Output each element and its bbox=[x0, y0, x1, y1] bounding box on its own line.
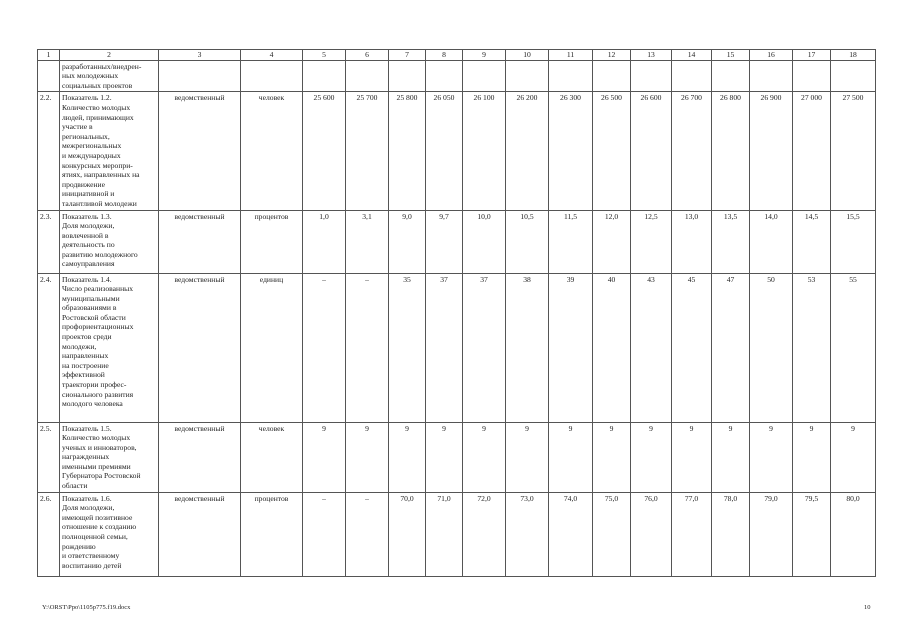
unit: человек bbox=[241, 422, 303, 492]
year-value bbox=[593, 60, 631, 92]
year-value: 11,5 bbox=[549, 210, 593, 273]
year-value: – bbox=[346, 273, 389, 422]
year-value bbox=[793, 60, 831, 92]
year-value: 14,5 bbox=[793, 210, 831, 273]
year-value: 9 bbox=[750, 422, 793, 492]
row-number: 2.6. bbox=[38, 492, 60, 576]
year-value bbox=[346, 60, 389, 92]
year-value: 77,0 bbox=[672, 492, 712, 576]
year-value: 26 600 bbox=[631, 92, 672, 210]
row-number bbox=[38, 60, 60, 92]
column-header-17: 17 bbox=[793, 50, 831, 61]
year-value: 71,0 bbox=[426, 492, 463, 576]
row-number: 2.2. bbox=[38, 92, 60, 210]
column-header-3: 3 bbox=[159, 50, 241, 61]
table-row bbox=[38, 210, 876, 273]
footer-page-number: 10 bbox=[864, 604, 871, 611]
table-body bbox=[38, 50, 876, 577]
year-value: 50 bbox=[750, 273, 793, 422]
column-header-8: 8 bbox=[426, 50, 463, 61]
year-value: 80,0 bbox=[831, 492, 876, 576]
year-value: 47 bbox=[712, 273, 750, 422]
column-header-7: 7 bbox=[389, 50, 426, 61]
year-value: 72,0 bbox=[463, 492, 506, 576]
column-header-11: 11 bbox=[549, 50, 593, 61]
year-value: 38 bbox=[506, 273, 549, 422]
data-source: ведомственный bbox=[159, 92, 241, 210]
year-value: 37 bbox=[426, 273, 463, 422]
year-value: 13,0 bbox=[672, 210, 712, 273]
year-value bbox=[631, 60, 672, 92]
column-header-9: 9 bbox=[463, 50, 506, 61]
year-value: 25 700 bbox=[346, 92, 389, 210]
year-value: 12,5 bbox=[631, 210, 672, 273]
column-header-6: 6 bbox=[346, 50, 389, 61]
year-value bbox=[672, 60, 712, 92]
year-value bbox=[831, 60, 876, 92]
year-value: 73,0 bbox=[506, 492, 549, 576]
year-value: 26 700 bbox=[672, 92, 712, 210]
year-value: 15,5 bbox=[831, 210, 876, 273]
year-value: – bbox=[303, 273, 346, 422]
year-value: 10,0 bbox=[463, 210, 506, 273]
year-value: 75,0 bbox=[593, 492, 631, 576]
year-value: 26 100 bbox=[463, 92, 506, 210]
year-value bbox=[549, 60, 593, 92]
year-value: 35 bbox=[389, 273, 426, 422]
year-value: 9 bbox=[549, 422, 593, 492]
year-value: 43 bbox=[631, 273, 672, 422]
column-header-5: 5 bbox=[303, 50, 346, 61]
indicator-name: разработанных/внедрен- ных молодежных социальных проектов bbox=[60, 60, 159, 92]
year-value: 12,0 bbox=[593, 210, 631, 273]
year-value: 9 bbox=[831, 422, 876, 492]
year-value: 3,1 bbox=[346, 210, 389, 273]
year-value: 27 500 bbox=[831, 92, 876, 210]
year-value: 25 800 bbox=[389, 92, 426, 210]
year-value: 9 bbox=[463, 422, 506, 492]
year-value: 9 bbox=[712, 422, 750, 492]
year-value: 79,0 bbox=[750, 492, 793, 576]
year-value: 26 050 bbox=[426, 92, 463, 210]
table-row bbox=[38, 422, 876, 492]
year-value bbox=[506, 60, 549, 92]
year-value: 9,0 bbox=[389, 210, 426, 273]
year-value: 74,0 bbox=[549, 492, 593, 576]
indicator-name: Показатель 1.3. Доля молодежи, вовлеченной в деятельность по развитию молодежного самоуправления bbox=[60, 210, 159, 273]
year-value bbox=[389, 60, 426, 92]
column-header-16: 16 bbox=[750, 50, 793, 61]
year-value: 9 bbox=[593, 422, 631, 492]
year-value: – bbox=[346, 492, 389, 576]
indicators-table bbox=[37, 49, 876, 577]
unit: процентов bbox=[241, 492, 303, 576]
column-header-15: 15 bbox=[712, 50, 750, 61]
year-value: 9 bbox=[389, 422, 426, 492]
unit: единиц bbox=[241, 273, 303, 422]
unit bbox=[241, 60, 303, 92]
column-header-12: 12 bbox=[593, 50, 631, 61]
year-value: 27 000 bbox=[793, 92, 831, 210]
year-value: 13,5 bbox=[712, 210, 750, 273]
year-value: 9 bbox=[672, 422, 712, 492]
year-value bbox=[712, 60, 750, 92]
unit: человек bbox=[241, 92, 303, 210]
column-header-4: 4 bbox=[241, 50, 303, 61]
table-row bbox=[38, 92, 876, 210]
row-number: 2.3. bbox=[38, 210, 60, 273]
indicator-name: Показатель 1.5. Количество молодых ученых и инноваторов, награжденных именными премиями Губернатора Ростовской области bbox=[60, 422, 159, 492]
year-value: 9 bbox=[631, 422, 672, 492]
year-value: 37 bbox=[463, 273, 506, 422]
year-value: 39 bbox=[549, 273, 593, 422]
column-header-18: 18 bbox=[831, 50, 876, 61]
year-value: 1,0 bbox=[303, 210, 346, 273]
column-header-14: 14 bbox=[672, 50, 712, 61]
year-value bbox=[750, 60, 793, 92]
column-header-1: 1 bbox=[38, 50, 60, 61]
data-source: ведомственный bbox=[159, 492, 241, 576]
column-header-10: 10 bbox=[506, 50, 549, 61]
table-row bbox=[38, 492, 876, 576]
data-source: ведомственный bbox=[159, 210, 241, 273]
row-number: 2.5. bbox=[38, 422, 60, 492]
year-value: 26 300 bbox=[549, 92, 593, 210]
year-value: 9 bbox=[426, 422, 463, 492]
year-value: 9 bbox=[506, 422, 549, 492]
data-source bbox=[159, 60, 241, 92]
indicator-name: Показатель 1.6. Доля молодежи, имеющей позитивное отношение к созданию полноценной семьи, рождению и ответственному воспитанию детей bbox=[60, 492, 159, 576]
year-value: 76,0 bbox=[631, 492, 672, 576]
year-value: 78,0 bbox=[712, 492, 750, 576]
year-value: 79,5 bbox=[793, 492, 831, 576]
row-number: 2.4. bbox=[38, 273, 60, 422]
year-value bbox=[426, 60, 463, 92]
year-value: 70,0 bbox=[389, 492, 426, 576]
year-value: 26 800 bbox=[712, 92, 750, 210]
table-row bbox=[38, 60, 876, 92]
column-header-2: 2 bbox=[60, 50, 159, 61]
year-value: 55 bbox=[831, 273, 876, 422]
indicator-name: Показатель 1.2. Количество молодых людей, принимающих участие в региональных, межрегиональных и международных конкурсных меропри- ятиях, направленных на продвижение инициативной и талантливой молодежи bbox=[60, 92, 159, 210]
year-value: 14,0 bbox=[750, 210, 793, 273]
data-source: ведомственный bbox=[159, 273, 241, 422]
year-value: 25 600 bbox=[303, 92, 346, 210]
year-value bbox=[303, 60, 346, 92]
year-value: 40 bbox=[593, 273, 631, 422]
year-value: – bbox=[303, 492, 346, 576]
footer-file-path: Y:\ORST\Ppo\1105p775.f19.docx bbox=[42, 604, 131, 611]
year-value: 10,5 bbox=[506, 210, 549, 273]
year-value: 9 bbox=[346, 422, 389, 492]
column-number-header bbox=[38, 50, 876, 61]
year-value: 26 200 bbox=[506, 92, 549, 210]
unit: процентов bbox=[241, 210, 303, 273]
year-value: 45 bbox=[672, 273, 712, 422]
year-value: 26 900 bbox=[750, 92, 793, 210]
year-value: 9,7 bbox=[426, 210, 463, 273]
table-row bbox=[38, 273, 876, 422]
year-value bbox=[463, 60, 506, 92]
year-value: 9 bbox=[303, 422, 346, 492]
year-value: 26 500 bbox=[593, 92, 631, 210]
year-value: 53 bbox=[793, 273, 831, 422]
data-source: ведомственный bbox=[159, 422, 241, 492]
column-header-13: 13 bbox=[631, 50, 672, 61]
indicator-name: Показатель 1.4. Число реализованных муниципальными образованиями в Ростовской области профориентационных проектов среди молодежи, направленных на построение эффективной траектории профес- сионального развития молодого человека bbox=[60, 273, 159, 422]
year-value: 9 bbox=[793, 422, 831, 492]
